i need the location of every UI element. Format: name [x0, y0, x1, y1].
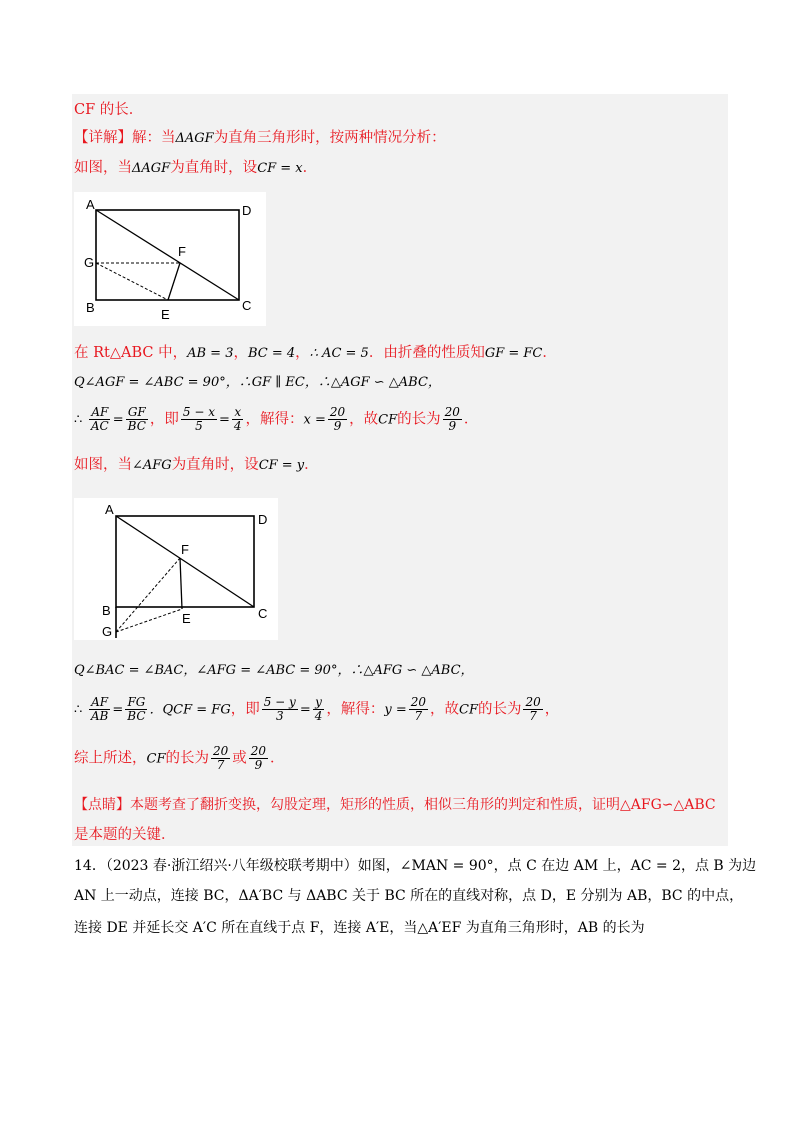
text: ， [544, 701, 560, 718]
fraction [249, 745, 268, 772]
math: GF = FC [484, 346, 543, 361]
text: ． [270, 750, 285, 767]
question-line-2 [74, 886, 743, 906]
math: x = [303, 412, 326, 428]
numerator: 5 − x [182, 405, 215, 419]
numerator: GF [127, 405, 146, 419]
label-b: B [102, 603, 111, 618]
label-c: C [242, 298, 252, 313]
denominator: 9 [448, 419, 457, 433]
denominator: 7 [529, 709, 537, 723]
fraction [126, 406, 148, 433]
label-g: G [84, 255, 95, 270]
label-g: G [102, 624, 113, 639]
text: CF 的长． [74, 102, 144, 118]
segment-ge [96, 263, 168, 300]
segment-fe [168, 263, 180, 300]
denominator: BC [127, 419, 146, 433]
numerator: 20 [250, 744, 267, 758]
solution-line-6 [74, 406, 478, 433]
numerator: AF [91, 695, 109, 709]
remark-tag: 【点睛】 [74, 797, 130, 813]
figure-1-diagram [74, 192, 266, 326]
label-f: F [178, 244, 186, 259]
text: ．由折叠的性质知 [368, 345, 485, 361]
denominator: 9 [254, 758, 263, 772]
text: 为直角时，设 [171, 457, 259, 473]
math: CF [146, 751, 166, 767]
math: = [112, 412, 124, 428]
math: ΔAGF [132, 161, 171, 176]
math: Q∠AGF = ∠ABC = 90°，∴GF ∥ EC，∴△AGF ∽ △ABC， [74, 375, 441, 390]
denominator: BC [127, 709, 146, 723]
text: ，即 [230, 701, 260, 718]
numerator: 5 − y [263, 695, 296, 709]
numerator: 20 [212, 744, 229, 758]
label-f: F [181, 542, 189, 557]
text: 14．（2023 春·浙江绍兴·八年级校联考期中）如图，∠MAN = 90°，点 C 在边 AM 上，AC = 2，点 B 为边 [74, 858, 757, 874]
solution-line-11 [74, 795, 716, 815]
text: ． [302, 160, 318, 176]
math: CF = y [258, 458, 305, 473]
label-a: A [105, 502, 114, 517]
text: ， [233, 345, 248, 361]
text: 如图，当 [74, 457, 132, 473]
text: 是本题的关键． [74, 827, 176, 843]
solution-line-8 [74, 660, 474, 681]
solution-line-3 [74, 158, 317, 179]
label-e: E [161, 307, 170, 322]
text: 的长为 [397, 411, 441, 428]
fraction [443, 406, 462, 433]
label-d: D [258, 512, 268, 527]
solution-line-2 [74, 128, 446, 149]
diagonal-ac [116, 516, 254, 607]
text: 为直角三角形时，按两种情况分析： [213, 130, 446, 146]
text: 在 Rt△ABC 中， [74, 345, 188, 361]
denominator: 4 [233, 419, 242, 433]
math: = [112, 702, 124, 718]
solution-line-1 [74, 100, 143, 120]
segment-gf [116, 558, 180, 632]
text: 为直角时，设 [170, 160, 258, 176]
text: 本题考查了翻折变换，勾股定理，矩形的性质，相似三角形的判定和性质，证明△AFG∽△ABC [130, 797, 716, 813]
text: ，解得： [245, 411, 304, 428]
fraction [523, 696, 542, 723]
text: ． [304, 457, 319, 473]
label-c: C [258, 606, 268, 621]
numerator: x [234, 405, 242, 419]
solution-line-10 [74, 745, 285, 772]
fraction [211, 745, 230, 772]
math: BC = 4 [247, 346, 296, 361]
numerator: 20 [329, 405, 346, 419]
fraction [262, 696, 298, 723]
math: ∴ AC = 5 [309, 346, 369, 361]
denominator: AB [90, 709, 109, 723]
text: ，即 [149, 411, 179, 428]
fraction [181, 406, 217, 433]
text: ． [542, 345, 557, 361]
math: y = [384, 702, 407, 718]
solution-line-4 [74, 343, 557, 364]
label-d: D [242, 203, 252, 218]
text: 如图，当 [74, 160, 132, 176]
question-line-3 [74, 918, 645, 938]
figure-2-diagram [74, 498, 278, 640]
text: AN 上一动点，连接 BC，ΔA′BC 与 ΔABC 关于 BC 所在的直线对称，点 D，E 分别为 AB，BC 的中点， [74, 888, 744, 904]
denominator: 3 [275, 709, 284, 723]
math: ．QCF = FG [149, 702, 231, 718]
denominator: 9 [333, 419, 342, 433]
math: CF [459, 702, 478, 718]
text: ， [295, 345, 310, 361]
figure-2 [74, 498, 278, 640]
math: = [218, 412, 230, 428]
denominator: AC [90, 419, 109, 433]
fraction [313, 696, 325, 723]
text: ，解得： [326, 701, 385, 718]
solution-line-9 [74, 696, 559, 723]
numerator: AF [91, 405, 109, 419]
label-a: A [86, 197, 95, 212]
fraction [89, 696, 110, 723]
solution-line-7 [74, 455, 319, 476]
solution-line-5 [74, 372, 441, 393]
math: ∠AFG [132, 458, 172, 473]
fraction [232, 406, 244, 433]
figure-1 [74, 192, 266, 326]
numerator: 20 [410, 695, 427, 709]
numerator: 20 [444, 405, 460, 419]
math: ΔAGF [175, 131, 214, 146]
denominator: 4 [314, 709, 323, 723]
text: ，故 [430, 701, 460, 718]
text: 连接 DE 并延长交 A′C 所在直线于点 F，连接 A′E，当△A′EF 为直角三角形时，AB 的长为 [74, 920, 645, 936]
math: Q∠BAC = ∠BAC，∠AFG = ∠ABC = 90°，∴△AFG ∽ △ABC， [74, 663, 474, 678]
numerator: FG [127, 695, 146, 709]
denominator: 7 [216, 758, 225, 772]
math: AB = 3 [187, 346, 234, 361]
solution-line-12 [74, 825, 176, 845]
denominator: 5 [195, 419, 203, 433]
text: 的长为 [477, 701, 522, 718]
math: ∴ [74, 702, 83, 718]
fraction [409, 696, 428, 723]
numerator: 20 [525, 695, 541, 709]
diagonal-ac [96, 210, 239, 300]
fraction [89, 406, 111, 433]
fraction [328, 406, 347, 433]
text: 的长为 [165, 750, 209, 767]
label-b: B [86, 300, 95, 315]
math: ∴ [74, 412, 83, 428]
detail-tag: 【详解】 [74, 130, 132, 146]
denominator: 7 [414, 709, 423, 723]
numerator: y [315, 695, 322, 709]
math: CF = x [257, 161, 303, 176]
text: 解：当 [132, 130, 176, 146]
text: 或 [232, 750, 247, 767]
text: 综上所述， [74, 750, 147, 767]
segment-fe [180, 558, 182, 609]
text: ． [463, 411, 479, 428]
fraction [125, 696, 147, 723]
label-e: E [182, 611, 191, 626]
text: ，故 [349, 411, 379, 428]
math: = [299, 702, 311, 718]
question-line-1 [74, 856, 756, 876]
math: CF [378, 412, 398, 428]
